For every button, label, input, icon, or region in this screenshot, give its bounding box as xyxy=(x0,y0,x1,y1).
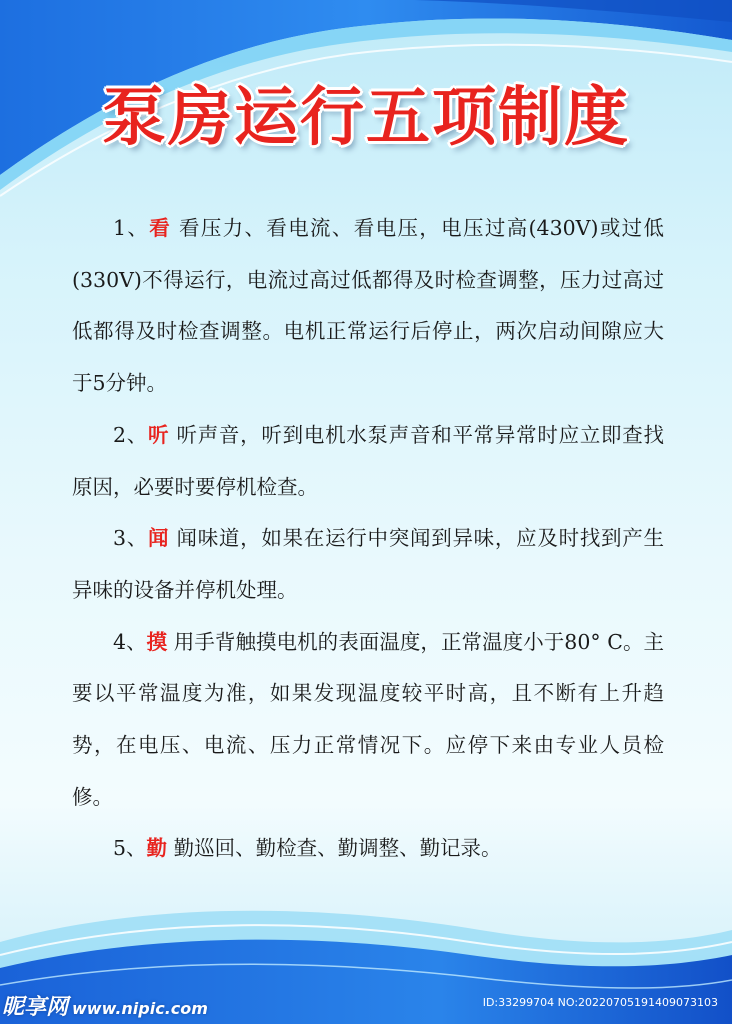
rule-keyword: 勤 xyxy=(146,836,168,861)
rule-item xyxy=(72,513,664,616)
watermark xyxy=(2,990,208,1021)
rule-text: 用手背触摸电机的表面温度，正常温度小于80° C。主要以平常温度为准，如果发现温度较平时高，且不断有上升趋势，在电压、电流、压力正常情况下。应停下来由专业人员检修。 xyxy=(72,629,665,809)
rule-item xyxy=(72,410,664,513)
rule-text: 勤巡回、勤检查、勤调整、勤记录。 xyxy=(167,836,502,861)
rule-keyword: 看 xyxy=(149,216,172,240)
rules-list xyxy=(72,203,664,875)
rule-item xyxy=(72,617,664,824)
rule-number: 4、 xyxy=(113,629,147,654)
watermark-url: www.nipic.com xyxy=(72,999,208,1018)
watermark-brand: 昵享网 xyxy=(2,995,69,1020)
rule-number: 1、 xyxy=(113,216,150,240)
rule-keyword: 闻 xyxy=(148,526,170,551)
rule-text: 听声音，听到电机水泵声音和平常异常时应立即查找原因，必要时要停机检查。 xyxy=(72,422,665,499)
poster-title: 泵房运行五项制度 xyxy=(102,81,630,155)
rule-text: 看压力、看电流、看电压，电压过高(430V)或过低(330V)不得运行，电流过高过低都得及时检查调整，压力过高过低都得及时检查调整。电机正常运行后停止，两次启动间隙应大于5分钟。 xyxy=(72,216,665,396)
rule-number: 5、 xyxy=(113,836,147,861)
rule-text: 闻味道，如果在运行中突闻到异味，应及时找到产生异味的设备并停机处理。 xyxy=(72,526,665,602)
rule-keyword: 摸 xyxy=(146,629,168,654)
rule-keyword: 听 xyxy=(148,422,170,447)
rule-item xyxy=(72,203,664,410)
rule-number: 3、 xyxy=(113,526,148,551)
rule-number: 2、 xyxy=(113,422,148,447)
rule-item xyxy=(72,823,664,875)
image-id-label: ID:33299704 NO:20220705191409073103 xyxy=(482,996,718,1009)
